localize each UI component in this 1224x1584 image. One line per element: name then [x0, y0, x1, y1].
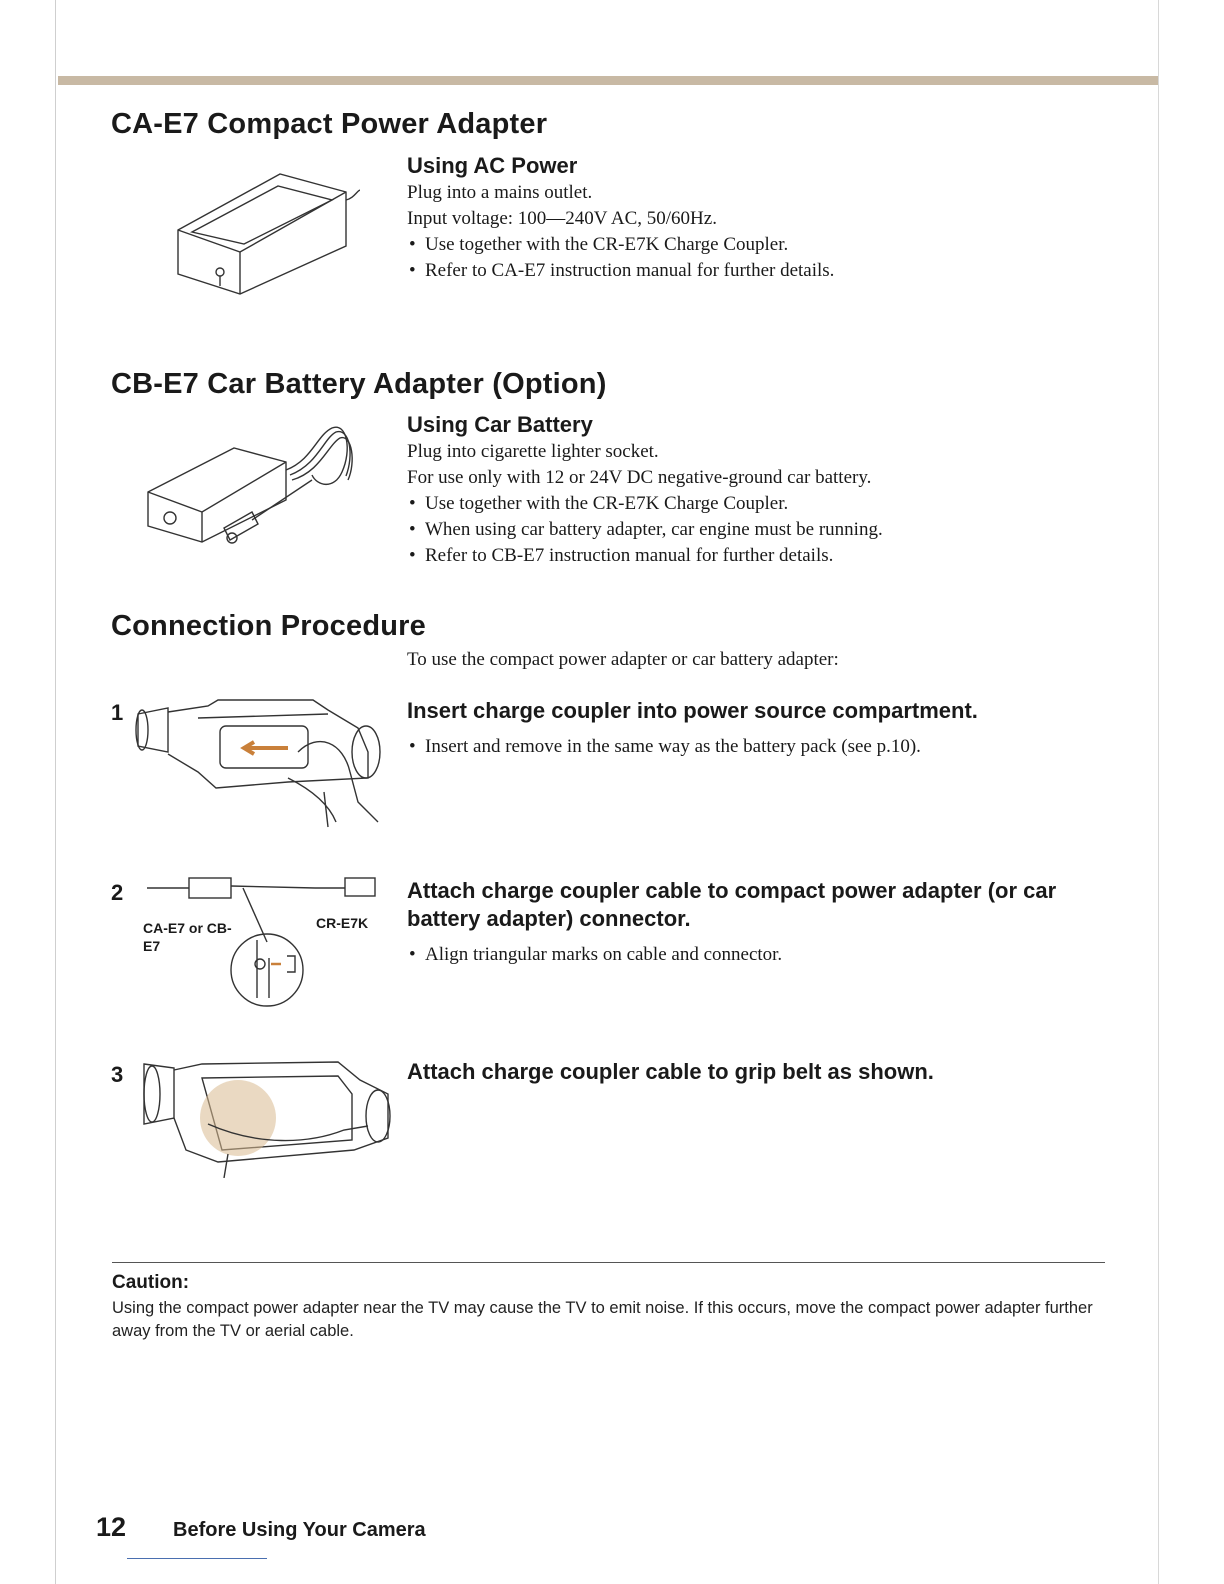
list-item: • When using car battery adapter, car engine must be running.: [407, 517, 1127, 543]
subtitle-using-ac-power: Using AC Power: [407, 153, 578, 178]
step-number: 2: [111, 880, 124, 905]
car-battery-text: [407, 439, 1127, 569]
camera-grip-belt-illustration: [138, 1054, 396, 1178]
footer-section-label: Before Using Your Camera: [173, 1519, 426, 1541]
caution-text: Using the compact power adapter near the TV may cause the TV to emit noise. If this occurs, move the compact power adapter further away from the TV or aerial cable.: [112, 1299, 1093, 1340]
footer-underline: [127, 1558, 267, 1559]
step-number: 3: [111, 1062, 124, 1087]
ac-adapter-illustration: [170, 168, 360, 300]
page-number: 12: [96, 1512, 127, 1542]
car-adapter-illustration: [142, 420, 362, 550]
page-edge-left: [55, 0, 56, 1584]
section-title-ca-e7: CA-E7 Compact Power Adapter: [111, 108, 548, 140]
step-2-title: Attach charge coupler cable to compact power adapter (or car battery adapter) connector.: [407, 878, 1057, 931]
list-item: • Refer to CB-E7 instruction manual for further details.: [407, 543, 1127, 569]
step-1-bullets: [407, 734, 1107, 760]
ac-power-text: [407, 180, 1107, 284]
camera-insert-illustration: [128, 692, 390, 832]
text-line: For use only with 12 or 24V DC negative-ground car battery.: [407, 467, 872, 488]
page-edge-right: [1158, 0, 1159, 1584]
step-number: 1: [111, 700, 124, 725]
header-band: [58, 76, 1158, 85]
list-item: • Use together with the CR-E7K Charge Coupler.: [407, 232, 1107, 258]
list-item: • Use together with the CR-E7K Charge Coupler.: [407, 491, 1127, 517]
list-item: • Refer to CA-E7 instruction manual for further details.: [407, 258, 1107, 284]
bullet-list: [407, 491, 1127, 569]
list-item: • Align triangular marks on cable and connector.: [407, 942, 1107, 968]
step-3-title: Attach charge coupler cable to grip belt as shown.: [407, 1059, 934, 1084]
label-ca-e7-or-cb-e7: CA-E7 or CB-E7: [143, 920, 232, 954]
step-2-bullets: [407, 942, 1107, 968]
text-line: Plug into cigarette lighter socket.: [407, 441, 659, 462]
section-title-connection: Connection Procedure: [111, 610, 426, 642]
highlight-circle: [200, 1080, 276, 1156]
step-1-title: Insert charge coupler into power source compartment.: [407, 698, 978, 723]
divider: [112, 1262, 1105, 1263]
subtitle-using-car-battery: Using Car Battery: [407, 412, 593, 437]
label-cr-e7k: CR-E7K: [316, 915, 369, 931]
section-title-cb-e7: CB-E7 Car Battery Adapter (Option): [111, 368, 607, 400]
list-item: • Insert and remove in the same way as the battery pack (see p.10).: [407, 734, 1107, 760]
bullet-list: [407, 232, 1107, 284]
caution-title: Caution:: [112, 1272, 190, 1293]
text-line: Input voltage: 100—240V AC, 50/60Hz.: [407, 208, 717, 229]
text-line: Plug into a mains outlet.: [407, 182, 593, 203]
connection-intro: To use the compact power adapter or car battery adapter:: [407, 649, 839, 670]
